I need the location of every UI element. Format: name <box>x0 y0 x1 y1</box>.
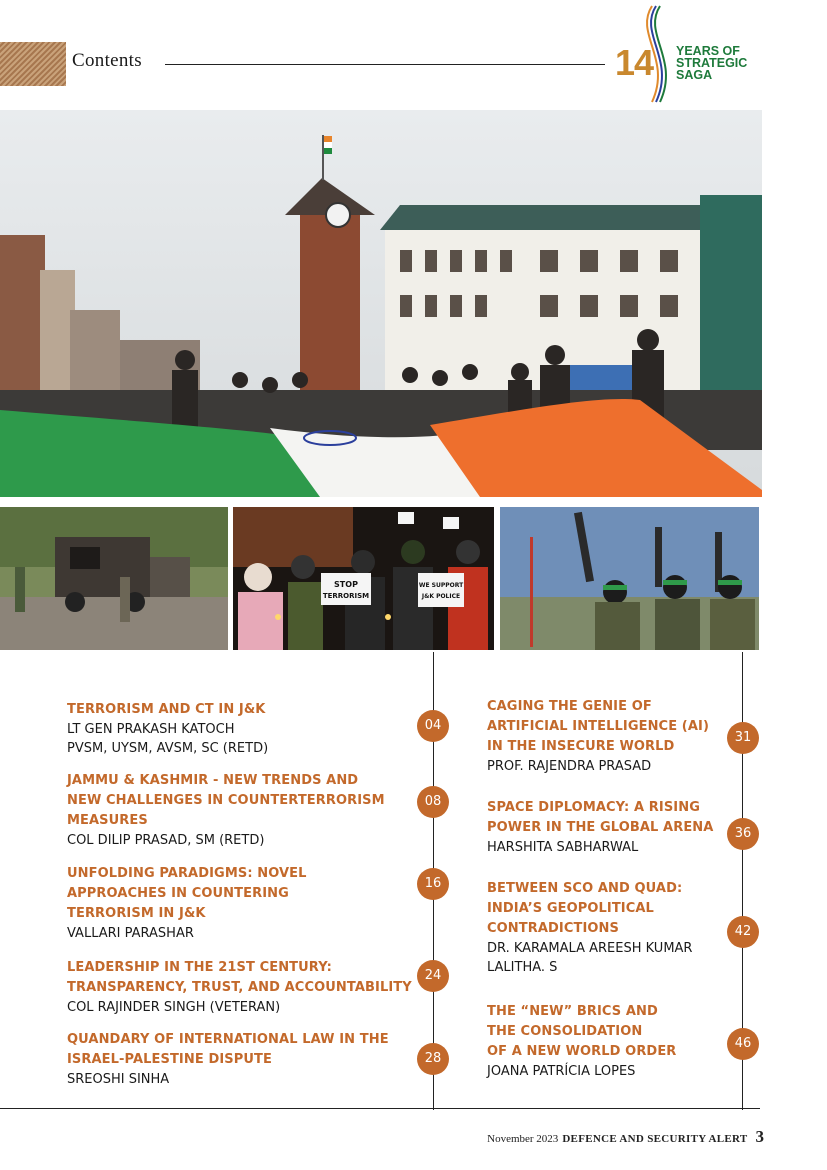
footer-rule <box>0 1108 760 1109</box>
photo-candle-vigil <box>233 507 494 650</box>
article-author: COL RAJINDER SINGH (VETERAN) <box>67 1000 281 1015</box>
article-author: DR. KARAMALA AREESH KUMAR LALITHA. S <box>487 941 693 975</box>
placard-text: J&K POLICE <box>421 593 461 600</box>
photo-armed-militants <box>500 507 759 650</box>
page-number-circle: 16 <box>417 868 449 900</box>
toc-entry[interactable] <box>67 700 417 758</box>
toc-entry[interactable] <box>487 798 727 857</box>
page-number-circle: 46 <box>727 1028 759 1060</box>
toc-entry[interactable] <box>487 879 727 977</box>
issue-date: November 2023 <box>487 1133 559 1145</box>
page-number-circle: 42 <box>727 916 759 948</box>
page-number-circle: 36 <box>727 818 759 850</box>
page-number: 3 <box>755 1127 764 1146</box>
article-title: CAGING THE GENIE OF ARTIFICIAL INTELLIGENCE (AI) IN THE INSECURE WORLD <box>487 699 709 754</box>
toc-entry[interactable] <box>67 864 417 943</box>
header-rule <box>165 64 605 65</box>
toc-entry[interactable] <box>67 958 417 1017</box>
article-title: JAMMU & KASHMIR - NEW TRENDS AND NEW CHALLENGES IN COUNTERTERRORISM MEASURES <box>67 773 385 828</box>
toc-entry[interactable] <box>487 697 727 776</box>
article-author: PROF. RAJENDRA PRASAD <box>487 759 652 774</box>
page-number-circle: 28 <box>417 1043 449 1075</box>
placard-text: STOP <box>334 580 358 589</box>
article-title: UNFOLDING PARADIGMS: NOVEL APPROACHES IN COUNTERING TERRORISM IN J&K <box>67 866 307 921</box>
toc-entry[interactable] <box>67 1030 417 1089</box>
toc-entry[interactable] <box>67 771 417 850</box>
page-number-circle: 31 <box>727 722 759 754</box>
photo-burnt-vehicle <box>0 507 228 650</box>
magazine-name: DEFENCE AND SECURITY ALERT <box>562 1133 748 1145</box>
page-number-circle: 08 <box>417 786 449 818</box>
article-author: HARSHITA SABHARWAL <box>487 840 639 855</box>
page-number-circle: 24 <box>417 960 449 992</box>
article-title: SPACE DIPLOMACY: A RISING POWER IN THE GLOBAL ARENA <box>487 800 714 835</box>
placard-text: TERRORISM <box>322 592 370 600</box>
article-title: TERRORISM AND CT IN J&K <box>67 702 266 717</box>
article-title: QUANDARY OF INTERNATIONAL LAW IN THE ISRAEL-PALESTINE DISPUTE <box>67 1032 389 1067</box>
article-title: THE “NEW” BRICS AND THE CONSOLIDATION OF A NEW WORLD ORDER <box>487 1004 677 1059</box>
article-title: LEADERSHIP IN THE 21ST CENTURY: TRANSPARENCY, TRUST, AND ACCOUNTABILITY <box>67 960 412 995</box>
toc-entry[interactable] <box>487 1002 727 1081</box>
header-swatch <box>0 42 66 86</box>
badge-line: STRATEGIC <box>676 56 748 70</box>
badge-number: 14 <box>615 42 654 83</box>
article-author: SREOSHI SINHA <box>67 1072 170 1087</box>
badge-line: YEARS OF <box>676 44 740 58</box>
page-footer <box>487 1127 764 1147</box>
photo-lal-chowk-flag-rally <box>0 110 762 497</box>
article-author: COL DILIP PRASAD, SM (RETD) <box>67 833 265 848</box>
placard-text: WE SUPPORT <box>418 582 464 589</box>
badge-line: SAGA <box>676 68 713 82</box>
page-title: Contents <box>72 50 142 71</box>
page-number-circle: 04 <box>417 710 449 742</box>
article-title: BETWEEN SCO AND QUAD: INDIA’S GEOPOLITICAL CONTRADICTIONS <box>487 881 683 936</box>
article-author: LT GEN PRAKASH KATOCH PVSM, UYSM, AVSM, SC (RETD) <box>67 722 269 756</box>
badge-text <box>676 45 747 81</box>
article-author: VALLARI PARASHAR <box>67 926 194 941</box>
article-author: JOANA PATRÍCIA LOPES <box>487 1064 636 1079</box>
